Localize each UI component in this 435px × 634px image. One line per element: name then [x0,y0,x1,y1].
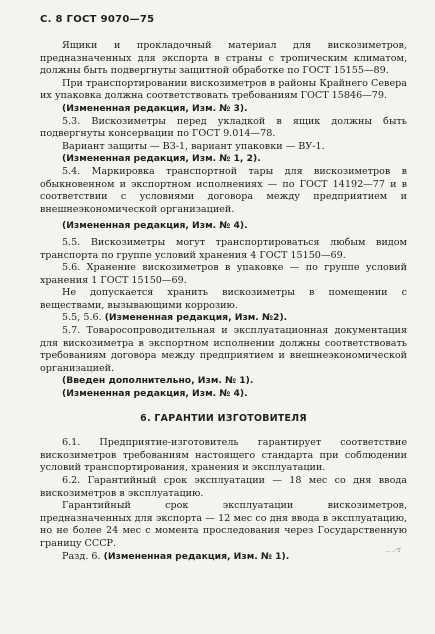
section-title: 6. ГАРАНТИИ ИЗГОТОВИТЕЛЯ [140,412,307,424]
document-body [40,40,407,563]
paragraph: 6.1. Предприятие-изготовитель гарантирует соответствие вискозиметров требованиям настоящего стандарта при соблюдении условий транспортирования, хранения и эксплуатации. [40,437,407,474]
paragraph: 5.7. Товаросопроводительная и эксплуатационная документация для вискозиметра в экспортном исполнении должны соответствовать требованиям договора между предприятием и внешнеэкономической организацией. [40,325,407,374]
section-ref: Разд. 6. [62,550,101,562]
clause-ref: 5.5, 5.6. [62,312,102,324]
paragraph: При транспортировании вискозиметров в районы Крайнего Севера их упаковка должна соответствовать требованиям ГОСТ 15846—79. [40,77,407,102]
paragraph: 5.5. Вискозиметры могут транспортироваться любым видом транспорта по группе условий хранения 4 ГОСТ 15150—69. [40,236,407,261]
paragraph [40,551,407,564]
paragraph: Не допускается хранить вискозиметры в помещении с веществами, вызывающими коррозию. [40,287,407,311]
paragraph: 5.6. Хранение вискозиметров в упаковке — по группе условий хранения 1 ГОСТ 15150—69. [40,262,407,286]
paragraph: Вариант защиты — ВЗ-1, вариант упаковки — ВУ-1. [62,140,325,152]
amendment-note: (Измененная редакция, Изм. №2). [104,312,288,324]
paragraph: Ящики и прокладочный материал для вискозиметров, предназначенных для экспорта в страны с тропическим климатом, должны быть подвергнуты защитной обработке по ГОСТ 15155—89. [40,40,407,77]
corner-mark: .. .-т [385,546,401,554]
amendment-note: (Измененная редакция, Изм. № 4). [62,388,248,400]
amendment-note: (Введен дополнительно, Изм. № 1). [62,375,254,387]
amendment-note: (Измененная редакция, Изм. № 1, 2). [62,153,261,165]
paragraph: 6.2. Гарантийный срок эксплуатации — 18 мес со дня ввода вискозиметров в эксплуатацию. [40,475,407,499]
amendment-note: (Измененная редакция, Изм. № 4). [62,220,248,232]
paragraph: Гарантийный срок эксплуатации вискозиметров, предназначенных для экспорта — 12 мес со дня ввода в эксплуатацию, но не более 24 мес с момента проследования через Государственную границу СССР. [40,500,407,549]
paragraph [40,312,407,325]
amendment-note: (Измененная редакция, Изм. № 1). [103,550,290,562]
paragraph: 5.4. Маркировка транспортной тары для вискозиметров в обыкновенном и экспортном исполнениях — по ГОСТ 14192—77 и в соответствии с условиями договора между предприятием и внешнеэкономической организацией. [40,165,407,215]
paragraph: 5.3. Вискозиметры перед укладкой в ящик должны быть подвергнуты консервации по ГОСТ 9.014—78. [40,115,407,140]
amendment-note: (Измененная редакция, Изм. № 3). [62,102,248,114]
page-header: С. 8 ГОСТ 9070—75 [40,14,155,25]
